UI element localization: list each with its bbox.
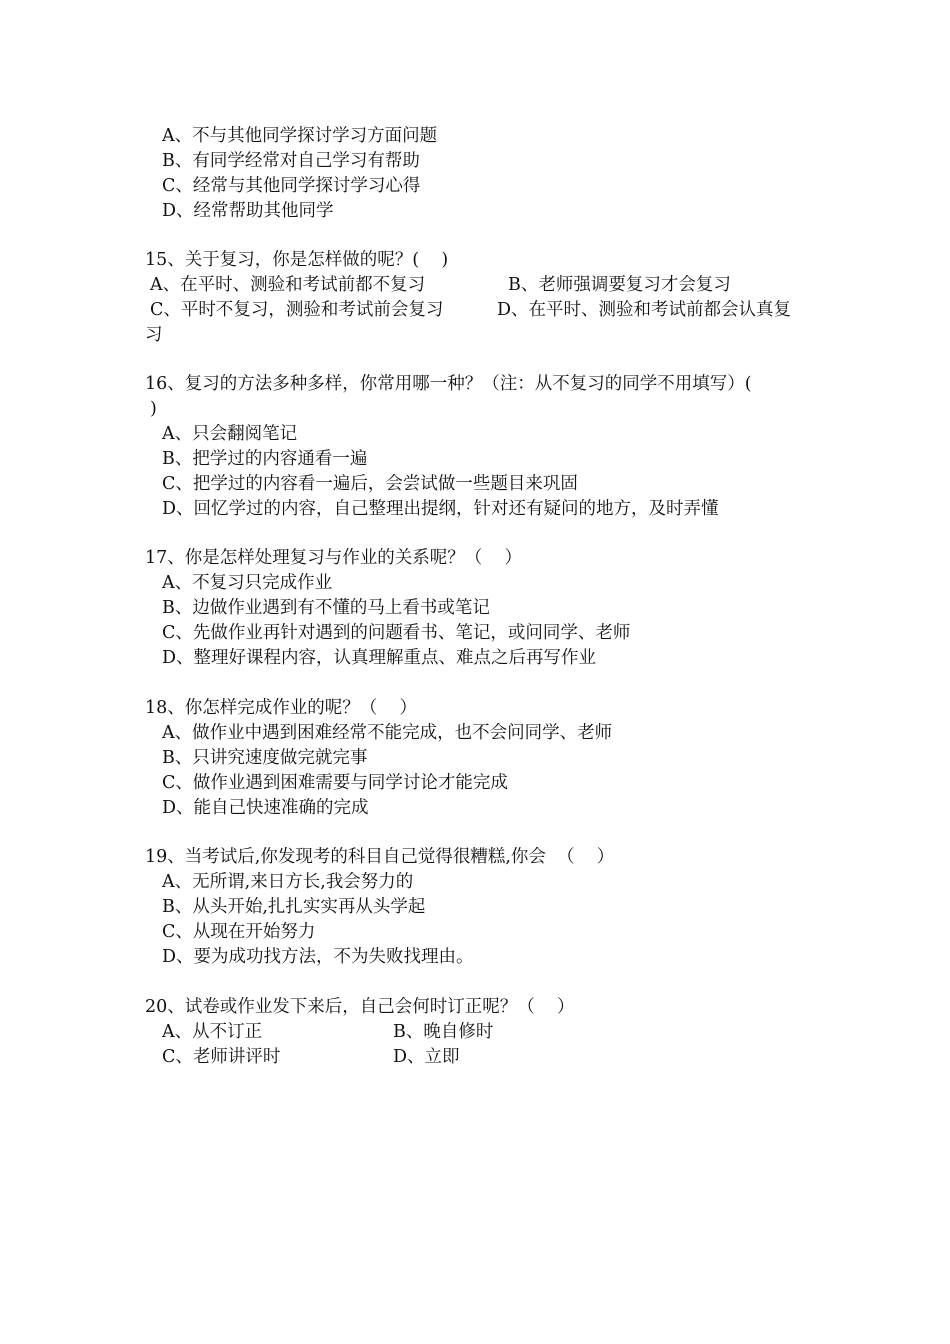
q18-option-d: D、能自己快速准确的完成 bbox=[162, 798, 369, 818]
q20-option-a: A、从不订正 bbox=[162, 1022, 263, 1042]
q16-option-c: C、把学过的内容看一遍后，会尝试做一些题目来巩固 bbox=[162, 474, 578, 494]
q16-option-d: D、回忆学过的内容，自己整理出提纲，针对还有疑问的地方，及时弄懂 bbox=[162, 499, 719, 519]
q16-option-a: A、只会翻阅笔记 bbox=[162, 424, 298, 444]
q18-question: 18、你怎样完成作业的呢？（ ） bbox=[145, 698, 418, 718]
q19-option-c: C、从现在开始努力 bbox=[162, 922, 316, 942]
q15-option-a: A、在平时、测验和考试前都不复习 bbox=[150, 275, 426, 295]
q17-option-c: C、先做作业再针对遇到的问题看书、笔记，或问同学、老师 bbox=[162, 623, 631, 643]
q14-option-a: A、不与其他同学探讨学习方面问题 bbox=[162, 126, 438, 146]
q19-option-b: B、从头开始,扎扎实实再从头学起 bbox=[162, 897, 426, 917]
q17-option-d: D、整理好课程内容，认真理解重点、难点之后再写作业 bbox=[162, 648, 597, 668]
q20-option-b: B、晚自修时 bbox=[393, 1022, 494, 1042]
q15-option-c: C、平时不复习，测验和考试前会复习 bbox=[150, 300, 444, 320]
q14-option-b: B、有同学经常对自己学习有帮助 bbox=[162, 151, 420, 171]
q20-question: 20、试卷或作业发下来后，自己会何时订正呢？（ ） bbox=[145, 997, 575, 1017]
q16-question-wrap: ) bbox=[150, 399, 157, 419]
q20-option-d: D、立即 bbox=[393, 1047, 460, 1067]
q15-option-b: B、老师强调要复习才会复习 bbox=[508, 275, 731, 295]
q15-question: 15、关于复习，你是怎样做的呢？( ) bbox=[145, 250, 449, 270]
q18-option-b: B、只讲究速度做完就完事 bbox=[162, 748, 368, 768]
q15-option-d: D、在平时、测验和考试前都会认真复 bbox=[497, 300, 792, 320]
q19-option-d: D、要为成功找方法，不为失败找理由。 bbox=[162, 947, 474, 967]
q20-option-c: C、老师讲评时 bbox=[162, 1047, 281, 1067]
q17-option-b: B、边做作业遇到有不懂的马上看书或笔记 bbox=[162, 598, 490, 618]
q17-question: 17、你是怎样处理复习与作业的关系呢？（ ） bbox=[145, 548, 523, 568]
q17-option-a: A、不复习只完成作业 bbox=[162, 573, 333, 593]
q15-option-d-wrap: 习 bbox=[145, 325, 163, 345]
q16-option-b: B、把学过的内容通看一遍 bbox=[162, 449, 368, 469]
q19-question: 19、当考试后,你发现考的科目自己觉得很糟糕,你会 （ ） bbox=[145, 847, 615, 867]
q16-question: 16、复习的方法多种多样，你常用哪一种？（注：从不复习的同学不用填写）( bbox=[145, 374, 752, 394]
q18-option-c: C、做作业遇到困难需要与同学讨论才能完成 bbox=[162, 773, 508, 793]
q19-option-a: A、无所谓,来日方长,我会努力的 bbox=[162, 872, 414, 892]
q18-option-a: A、做作业中遇到困难经常不能完成，也不会问同学、老师 bbox=[162, 723, 613, 743]
q14-option-d: D、经常帮助其他同学 bbox=[162, 201, 334, 221]
q14-option-c: C、经常与其他同学探讨学习心得 bbox=[162, 176, 421, 196]
